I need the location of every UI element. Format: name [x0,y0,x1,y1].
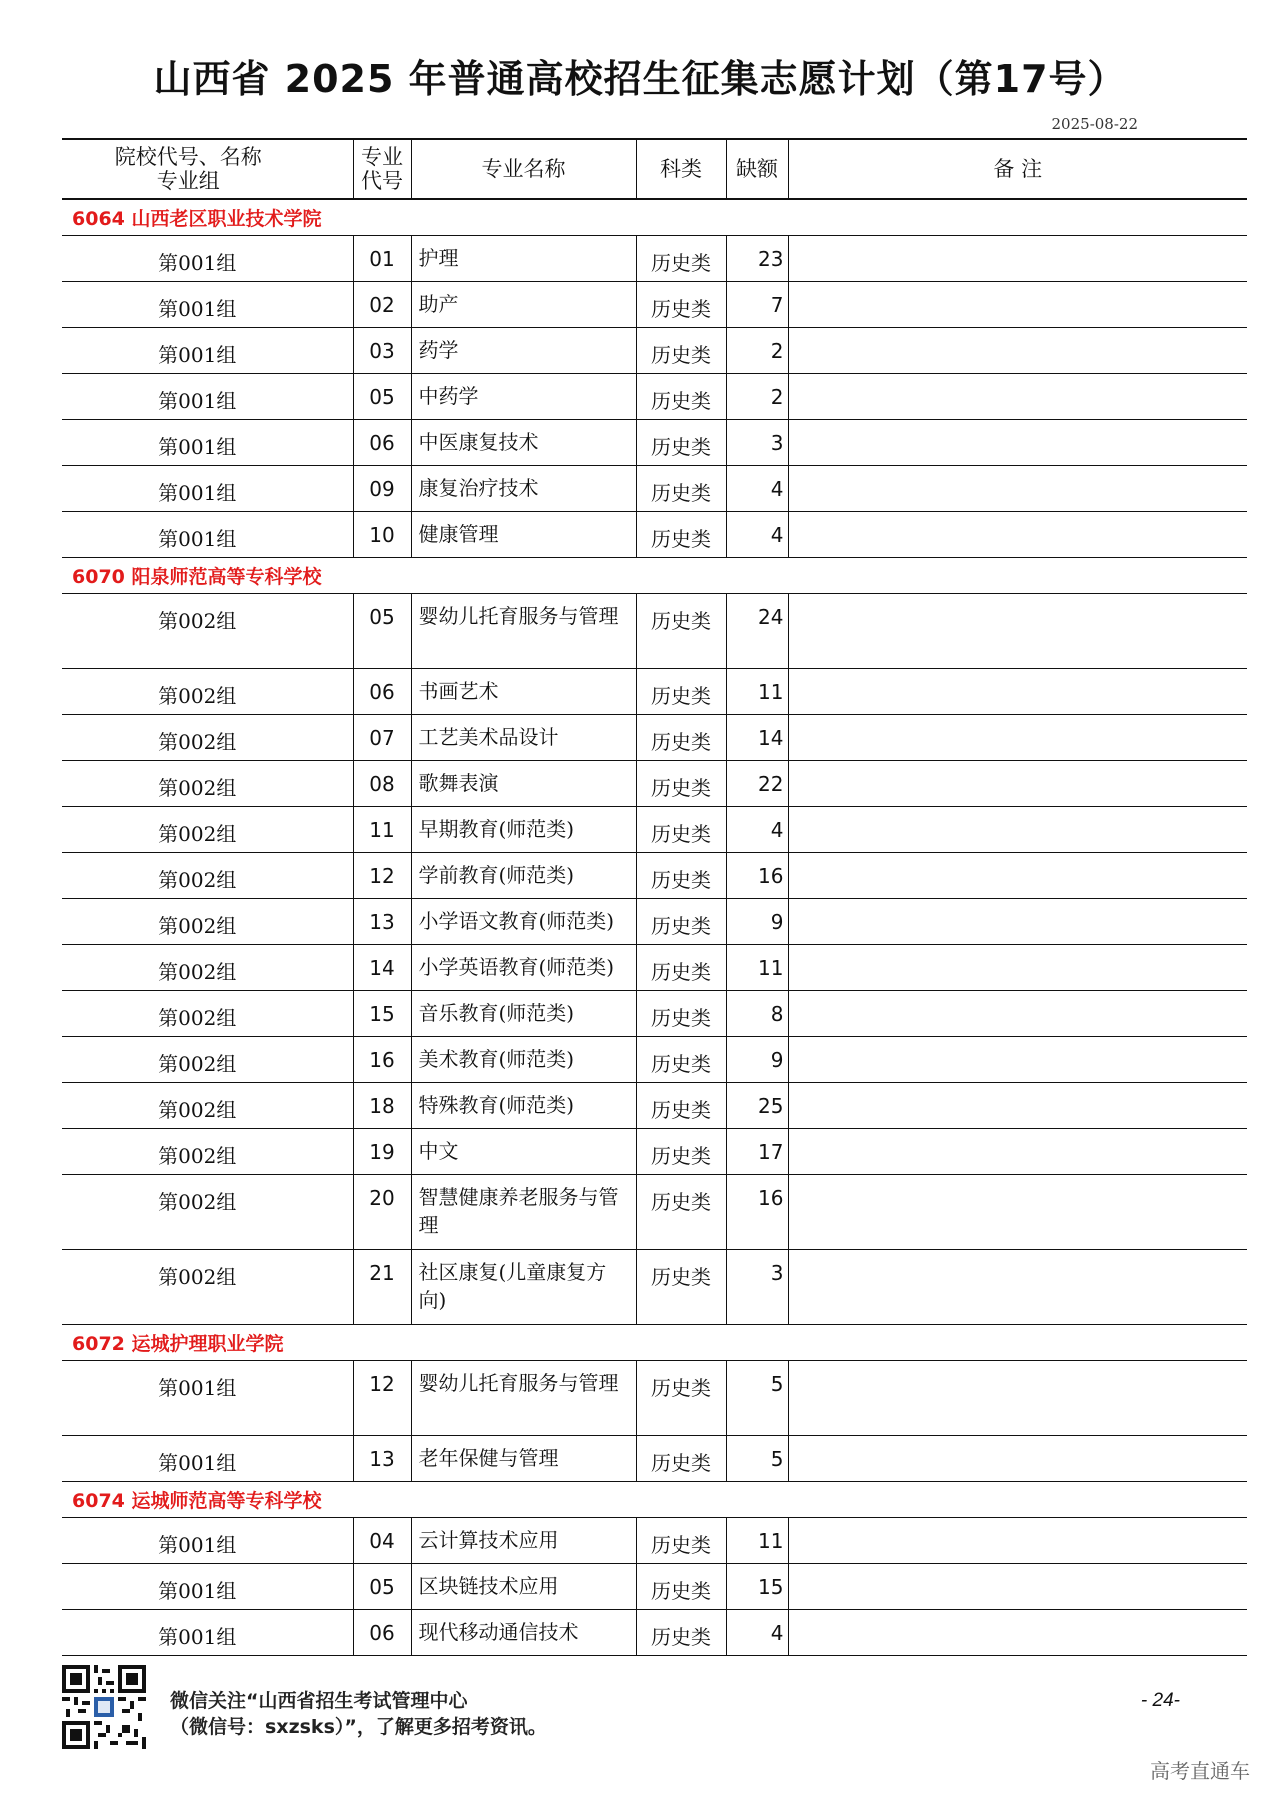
quota-cell: 11 [726,944,788,990]
major-name-cell: 书画艺术 [411,668,636,714]
major-name-cell: 区块链技术应用 [411,1563,636,1609]
major-code-cell: 21 [353,1249,411,1324]
subject-cell: 历史类 [636,1082,726,1128]
table-row [62,1128,1247,1174]
quota-cell: 16 [726,852,788,898]
group-cell: 第001组 [158,1624,237,1649]
header-quota: 缺额 [726,139,788,199]
quota-cell: 5 [726,1435,788,1481]
quota-cell: 14 [726,714,788,760]
major-name-cell: 护理 [411,235,636,281]
school-name: 6074 运城师范高等专科学校 [72,1489,322,1512]
major-code-cell: 11 [353,806,411,852]
quota-cell: 8 [726,990,788,1036]
major-code-cell: 08 [353,760,411,806]
group-cell: 第002组 [158,867,237,892]
major-name-cell: 歌舞表演 [411,760,636,806]
publish-date: 2025-08-22 [1051,115,1138,133]
group-cell: 第002组 [158,1005,237,1030]
major-code-cell: 06 [353,1609,411,1655]
header-subject: 科类 [636,139,726,199]
major-name-cell: 中药学 [411,373,636,419]
remarks-cell [788,327,1247,373]
group-cell: 第001组 [158,480,237,505]
subject-cell: 历史类 [636,511,726,557]
remarks-cell [788,593,1247,668]
page-number: - 24- [1140,1690,1180,1711]
table-row [62,373,1247,419]
remarks-cell [788,1249,1247,1324]
major-code-cell: 09 [353,465,411,511]
subject-cell: 历史类 [636,1517,726,1563]
quota-cell: 25 [726,1082,788,1128]
table-row [62,465,1247,511]
subject-cell: 历史类 [636,714,726,760]
group-cell: 第002组 [158,1097,237,1122]
major-code-cell: 18 [353,1082,411,1128]
table-row [62,990,1247,1036]
major-code-cell: 03 [353,327,411,373]
table-row [62,1609,1247,1655]
major-name-cell: 婴幼儿托育服务与管理 [411,1360,636,1435]
major-name-cell: 助产 [411,281,636,327]
remarks-cell [788,1128,1247,1174]
major-code-cell: 06 [353,668,411,714]
major-code-cell: 19 [353,1128,411,1174]
group-cell: 第002组 [158,959,237,984]
school-row [62,557,1247,593]
subject-cell: 历史类 [636,898,726,944]
qr-code-icon [62,1665,146,1749]
school-name: 6072 运城护理职业学院 [72,1332,284,1355]
group-cell: 第002组 [158,913,237,938]
group-cell: 第002组 [158,1051,237,1076]
group-cell: 第002组 [158,608,237,633]
table-row [62,1435,1247,1481]
major-name-cell: 云计算技术应用 [411,1517,636,1563]
enrollment-plan-table [62,138,1247,1656]
major-name-cell: 社区康复(儿童康复方向) [411,1249,636,1324]
quota-cell: 15 [726,1563,788,1609]
school-name: 6064 山西老区职业技术学院 [72,207,322,230]
group-cell: 第001组 [158,434,237,459]
header-major-name: 专业名称 [411,139,636,199]
quota-cell: 5 [726,1360,788,1435]
table-row [62,668,1247,714]
table-row [62,1563,1247,1609]
remarks-cell [788,1036,1247,1082]
major-code-cell: 13 [353,898,411,944]
remarks-cell [788,760,1247,806]
major-code-cell: 15 [353,990,411,1036]
remarks-cell [788,1360,1247,1435]
table-row [62,852,1247,898]
quota-cell: 4 [726,511,788,557]
quota-cell: 11 [726,668,788,714]
table-row [62,1082,1247,1128]
school-row [62,1481,1247,1517]
remarks-cell [788,806,1247,852]
group-cell: 第001组 [158,1375,237,1400]
subject-cell: 历史类 [636,419,726,465]
subject-cell: 历史类 [636,806,726,852]
subject-cell: 历史类 [636,1563,726,1609]
subject-cell: 历史类 [636,852,726,898]
group-cell: 第002组 [158,821,237,846]
major-code-cell: 07 [353,714,411,760]
table-row [62,714,1247,760]
remarks-cell [788,1609,1247,1655]
remarks-cell [788,668,1247,714]
subject-cell: 历史类 [636,1609,726,1655]
quota-cell: 2 [726,327,788,373]
quota-cell: 24 [726,593,788,668]
major-code-cell: 16 [353,1036,411,1082]
major-code-cell: 05 [353,373,411,419]
remarks-cell [788,898,1247,944]
subject-cell: 历史类 [636,281,726,327]
remarks-cell [788,1435,1247,1481]
table-row [62,1249,1247,1324]
quota-cell: 11 [726,1517,788,1563]
remarks-cell [788,235,1247,281]
major-name-cell: 小学英语教育(师范类) [411,944,636,990]
quota-cell: 17 [726,1128,788,1174]
major-code-cell: 01 [353,235,411,281]
major-name-cell: 特殊教育(师范类) [411,1082,636,1128]
quota-cell: 2 [726,373,788,419]
remarks-cell [788,852,1247,898]
major-name-cell: 学前教育(师范类) [411,852,636,898]
header-major-code: 专业 代号 [353,139,411,199]
major-code-cell: 02 [353,281,411,327]
school-name: 6070 阳泉师范高等专科学校 [72,565,322,588]
table-row [62,760,1247,806]
quota-cell: 9 [726,898,788,944]
major-code-cell: 05 [353,593,411,668]
quota-cell: 4 [726,806,788,852]
group-cell: 第002组 [158,775,237,800]
footer-notice [170,1688,547,1740]
table-row [62,1174,1247,1249]
subject-cell: 历史类 [636,760,726,806]
table-row [62,1517,1247,1563]
group-cell: 第002组 [158,683,237,708]
subject-cell: 历史类 [636,944,726,990]
group-cell: 第002组 [158,1264,237,1289]
remarks-cell [788,465,1247,511]
major-name-cell: 早期教育(师范类) [411,806,636,852]
subject-cell: 历史类 [636,1174,726,1249]
major-code-cell: 06 [353,419,411,465]
group-cell: 第002组 [158,729,237,754]
remarks-cell [788,1174,1247,1249]
major-code-cell: 04 [353,1517,411,1563]
major-name-cell: 中文 [411,1128,636,1174]
major-code-cell: 10 [353,511,411,557]
quota-cell: 4 [726,1609,788,1655]
subject-cell: 历史类 [636,593,726,668]
major-code-cell: 14 [353,944,411,990]
group-cell: 第001组 [158,1532,237,1557]
table-row [62,419,1247,465]
major-name-cell: 婴幼儿托育服务与管理 [411,593,636,668]
header-remarks: 备 注 [788,139,1247,199]
subject-cell: 历史类 [636,1128,726,1174]
table-row [62,235,1247,281]
major-name-cell: 现代移动通信技术 [411,1609,636,1655]
group-cell: 第001组 [158,1450,237,1475]
footer-line-2: （微信号：sxzsks）”，了解更多招考资讯。 [170,1716,547,1738]
major-code-cell: 13 [353,1435,411,1481]
watermark-text: 高考直通车 [1150,1759,1250,1783]
remarks-cell [788,1082,1247,1128]
remarks-cell [788,511,1247,557]
table-header-row [62,139,1247,199]
group-cell: 第002组 [158,1143,237,1168]
subject-cell: 历史类 [636,990,726,1036]
remarks-cell [788,373,1247,419]
subject-cell: 历史类 [636,465,726,511]
remarks-cell [788,944,1247,990]
major-name-cell: 音乐教育(师范类) [411,990,636,1036]
major-name-cell: 小学语文教育(师范类) [411,898,636,944]
quota-cell: 9 [726,1036,788,1082]
major-name-cell: 老年保健与管理 [411,1435,636,1481]
table-row [62,281,1247,327]
table-row [62,1036,1247,1082]
major-name-cell: 智慧健康养老服务与管理 [411,1174,636,1249]
group-cell: 第001组 [158,296,237,321]
subject-cell: 历史类 [636,1036,726,1082]
subject-cell: 历史类 [636,1249,726,1324]
subject-cell: 历史类 [636,373,726,419]
table-row [62,327,1247,373]
table-row [62,1360,1247,1435]
table-row [62,511,1247,557]
major-name-cell: 药学 [411,327,636,373]
school-row [62,199,1247,235]
major-code-cell: 12 [353,852,411,898]
subject-cell: 历史类 [636,327,726,373]
group-cell: 第001组 [158,1578,237,1603]
group-cell: 第001组 [158,250,237,275]
table-body [62,199,1247,1655]
quota-cell: 23 [726,235,788,281]
table-row [62,593,1247,668]
subject-cell: 历史类 [636,668,726,714]
table-row [62,898,1247,944]
header-school-group: 院校代号、名称 专业组 [114,145,262,193]
remarks-cell [788,714,1247,760]
remarks-cell [788,990,1247,1036]
major-name-cell: 康复治疗技术 [411,465,636,511]
major-name-cell: 中医康复技术 [411,419,636,465]
major-code-cell: 12 [353,1360,411,1435]
remarks-cell [788,1563,1247,1609]
table-row [62,944,1247,990]
subject-cell: 历史类 [636,1360,726,1435]
quota-cell: 7 [726,281,788,327]
major-name-cell: 美术教育(师范类) [411,1036,636,1082]
remarks-cell [788,281,1247,327]
school-row [62,1324,1247,1360]
major-name-cell: 健康管理 [411,511,636,557]
subject-cell: 历史类 [636,235,726,281]
table-row [62,806,1247,852]
quota-cell: 16 [726,1174,788,1249]
major-name-cell: 工艺美术品设计 [411,714,636,760]
page-title: 山西省 2025 年普通高校招生征集志愿计划（第17号） [153,57,1127,101]
group-cell: 第001组 [158,526,237,551]
subject-cell: 历史类 [636,1435,726,1481]
major-code-cell: 20 [353,1174,411,1249]
quota-cell: 4 [726,465,788,511]
quota-cell: 22 [726,760,788,806]
major-code-cell: 05 [353,1563,411,1609]
footer-line-1: 微信关注“山西省招生考试管理中心 [170,1690,468,1712]
quota-cell: 3 [726,419,788,465]
remarks-cell [788,1517,1247,1563]
group-cell: 第002组 [158,1189,237,1214]
group-cell: 第001组 [158,388,237,413]
remarks-cell [788,419,1247,465]
group-cell: 第001组 [158,342,237,367]
quota-cell: 3 [726,1249,788,1324]
